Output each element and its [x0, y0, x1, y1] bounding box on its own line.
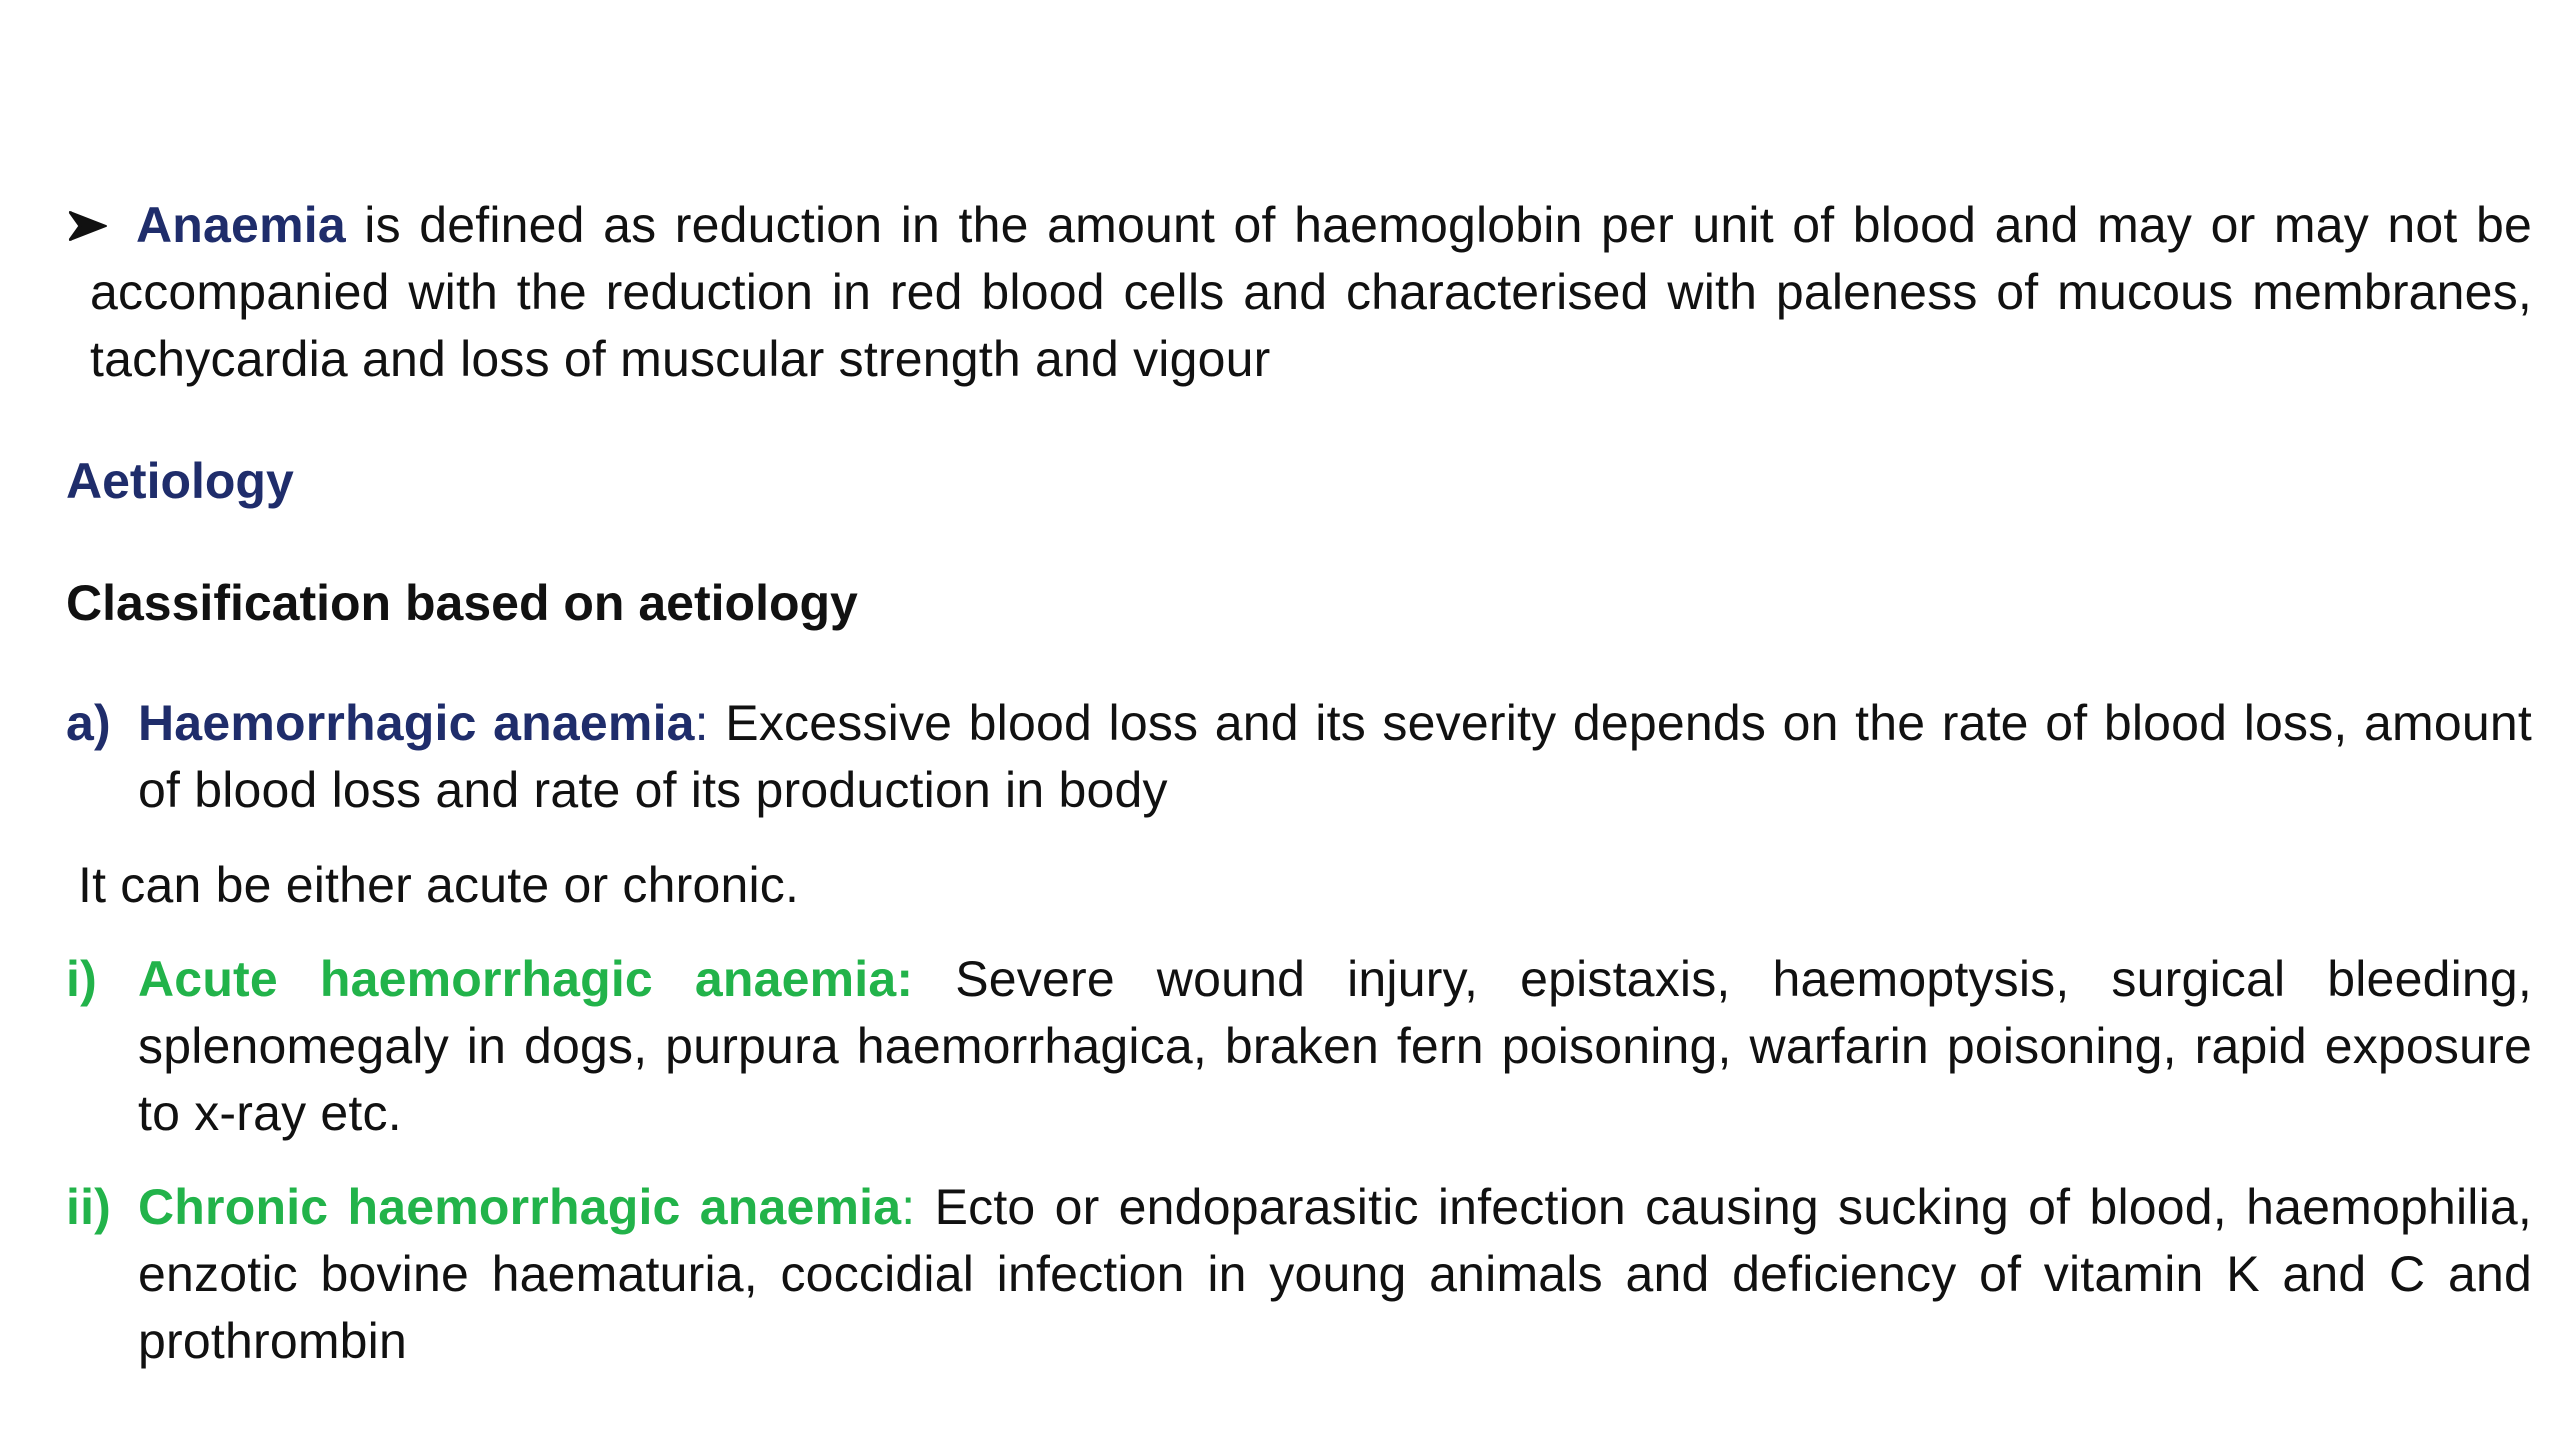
intro-paragraph: [90, 192, 2532, 393]
list-item-ii: [66, 1174, 2532, 1375]
list-marker-a: a): [66, 695, 111, 751]
intro-term: Anaemia: [136, 197, 346, 253]
list-item-a-term: Haemorrhagic anaemia: [138, 695, 695, 751]
list-item-ii-term: Chronic haemorrhagic anaemia: [138, 1179, 902, 1235]
list-marker-ii: ii): [66, 1179, 112, 1235]
note-line: It can be either acute or chronic.: [78, 857, 800, 913]
list-marker-i: i): [66, 951, 97, 1007]
list-item-i-text: Severe wound injury, epistaxis, haemoptysis, surgical bleeding, splenomegaly in dogs, purpura haemorrhagica, braken fern poisoning, warfarin poisoning, rapid exposure to x-ray etc.: [138, 951, 2532, 1141]
list-item-i-body: [138, 946, 2532, 1147]
list-item-i: [66, 946, 2532, 1147]
list-item-ii-body: [138, 1174, 2532, 1375]
list-item-a-body: [138, 690, 2532, 824]
list-item-i-term: Acute haemorrhagic anaemia:: [138, 951, 914, 1007]
intro-text: is defined as reduction in the amount of haemoglobin per unit of blood and may or may not be accompanied with the reduction in red blood cells and characterised with paleness of mucous membranes, tachycardia and loss of muscular strength and vigour: [90, 197, 2532, 387]
aetiology-heading: Aetiology: [66, 453, 294, 509]
classification-heading: Classification based on aetiology: [66, 575, 858, 631]
list-item-a: [66, 690, 2532, 824]
list-item-a-text: Excessive blood loss and its severity depends on the rate of blood loss, amount of blood loss and rate of its production in body: [138, 695, 2532, 818]
list-item-ii-separator: :: [901, 1179, 916, 1235]
list-item-ii-text: Ecto or endoparasitic infection causing sucking of blood, haemophilia, enzotic bovine haematuria, coccidial infection in young animals and deficiency of vitamin K and C and prothrombin: [138, 1179, 2533, 1369]
list-item-a-separator: :: [694, 695, 709, 751]
